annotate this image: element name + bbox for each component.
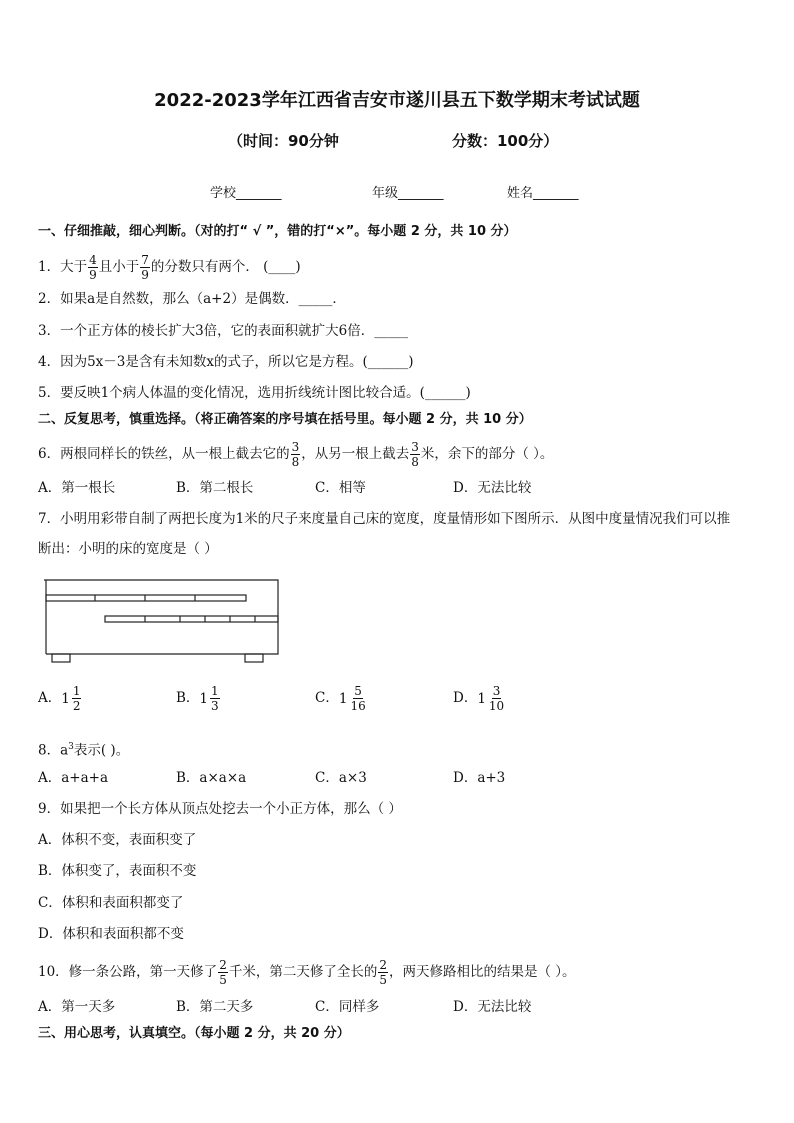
q6-option-d: D．无法比较: [453, 480, 532, 496]
q6-option-c: C．相等: [315, 480, 366, 496]
question-10: 10．修一条公路，第一天修了 $\frac{2}{5}$ 千米，第二天修了全长的 $\frac{2}{5}$ ，两天修路相比的结果是（ ）。: [38, 958, 576, 987]
bed-leg-left: [52, 654, 70, 662]
section2-heading: 二、反复思考，慎重选择。（将正确答案的序号填在括号里。每小题 2 分，共 10 分）: [38, 412, 532, 427]
ruler-bottom: [105, 616, 278, 622]
bed-leg-right: [245, 654, 263, 662]
question-2: 2．如果a是自然数，那么（a+2）是偶数．_____．: [38, 291, 346, 307]
question-7-line1: 7．小明用彩带自制了两把长度为1米的尺子来度量自己床的宽度，度量情形如下图所示．从图中度量情况我们可以推: [38, 511, 731, 527]
school-field: 学校_______: [210, 186, 282, 201]
bed-ruler-figure: [40, 572, 286, 668]
section3-heading: 三、用心思考，认真填空。（每小题 2 分，共 20 分）: [38, 1026, 350, 1041]
grade-field: 年级_______: [372, 186, 444, 201]
q7-option-b: B． 1 $\frac{1}{3}$: [176, 684, 219, 713]
q8-option-c: C．a×3: [315, 770, 367, 786]
question-8: 8．$a^3$表示( )。: [38, 742, 130, 759]
question-1: 1．大于 $\frac{4}{9}$ 且小于 $\frac{7}{9}$ 的分数只有两个． (____): [38, 253, 301, 282]
q7-option-c: C． 1 $\frac{5}{16}$: [315, 684, 366, 713]
section1-heading: 一、仔细推敲，细心判断。（对的打“ √ ”，错的打“×”。每小题 2 分，共 10 分）: [38, 224, 517, 239]
fraction: $\frac{7}{9}$: [141, 253, 149, 282]
question-5: 5．要反映1个病人体温的变化情况，选用折线统计图比较合适。(______): [38, 385, 471, 401]
q7-option-d: D． 1 $\frac{3}{10}$: [453, 684, 505, 713]
fraction: $\frac{3}{8}$: [291, 440, 300, 469]
q6-option-a: A．第一根长: [38, 480, 116, 496]
name-field: 姓名_______: [507, 186, 579, 201]
fraction: $\frac{2}{5}$: [219, 958, 227, 987]
ruler-top: [46, 595, 246, 601]
q10-option-a: A．第一天多: [38, 999, 116, 1015]
q9-option-b: B．体积变了，表面积不变: [38, 863, 197, 879]
q9-option-c: C．体积和表面积都变了: [38, 895, 184, 911]
q10-option-c: C．同样多: [315, 999, 380, 1015]
q6-option-b: B．第二根长: [176, 480, 254, 496]
fraction: $\frac{3}{8}$: [411, 440, 419, 469]
q7-option-a: A． 1 $\frac{1}{2}$: [38, 684, 81, 713]
question-3: 3．一个正方体的棱长扩大3倍，它的表面积就扩大6倍．_____: [38, 323, 409, 339]
q10-option-b: B．第二天多: [176, 999, 254, 1015]
fraction: $\frac{2}{5}$: [379, 958, 387, 987]
question-6: 6．两根同样长的铁丝，从一根上截去它的 $\frac{3}{8}$ ，从另一根上截去 $\frac{3}{8}$ 米，余下的部分（ ）。: [38, 440, 554, 469]
question-4: 4．因为5x－3是含有未知数x的式子，所以它是方程。(______): [38, 354, 414, 370]
q9-option-a: A．体积不变，表面积变了: [38, 832, 197, 848]
exam-title: 2022-2023学年江西省吉安市遂川县五下数学期末考试试题: [154, 90, 640, 111]
exam-score: 分数：100分）: [452, 132, 559, 150]
q8-option-a: A．a+a+a: [38, 770, 109, 786]
q9-option-d: D．体积和表面积都不变: [38, 926, 184, 942]
fraction: $\frac{4}{9}$: [89, 253, 97, 282]
q8-option-d: D．a+3: [453, 770, 506, 786]
question-7-line2: 断出：小明的床的宽度是（ ）: [38, 541, 218, 557]
bed-outline: [44, 580, 278, 654]
exam-time: （时间：90分钟: [228, 132, 339, 150]
q10-option-d: D．无法比较: [453, 999, 532, 1015]
question-9: 9．如果把一个长方体从顶点处挖去一个小正方体，那么（ ）: [38, 801, 402, 817]
q8-option-b: B．a×a×a: [176, 770, 247, 786]
